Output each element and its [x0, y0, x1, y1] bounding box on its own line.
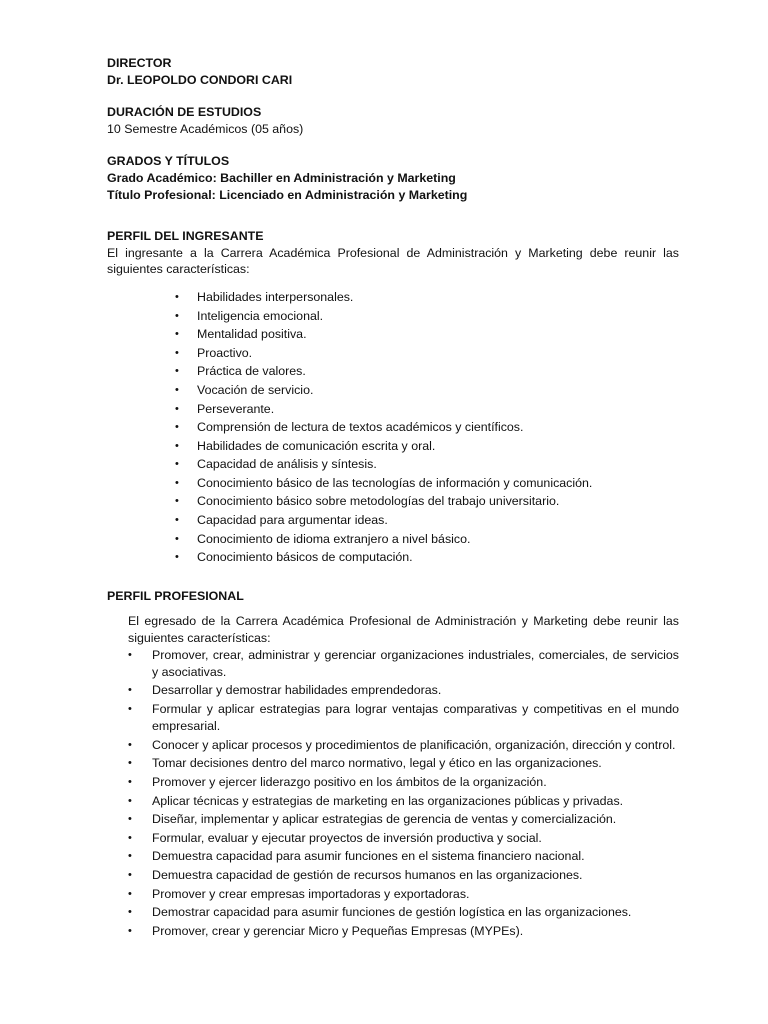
ingresante-list-item	[175, 325, 679, 344]
profesional-item-text: Promover, crear y gerenciar Micro y Pequeñas Empresas (MYPEs).	[152, 923, 524, 938]
bullet-icon: •	[128, 924, 132, 937]
ingresante-list	[107, 288, 679, 567]
profesional-list-item	[128, 886, 679, 903]
ingresante-item-text: Perseverante.	[197, 401, 275, 416]
profesional-item-text: Demuestra capacidad para asumir funciones en el sistema financiero nacional.	[152, 849, 585, 864]
ingresante-list-item	[175, 511, 679, 530]
director-section	[107, 55, 679, 88]
profesional-heading: PERFIL PROFESIONAL	[107, 588, 244, 603]
grados-section	[107, 153, 679, 203]
profesional-item-text: Diseñar, implementar y aplicar estrategias de gerencia de ventas y comercialización.	[152, 812, 617, 827]
ingresante-item-text: Habilidades de comunicación escrita y oral.	[197, 438, 436, 453]
bullet-icon: •	[128, 648, 132, 661]
bullet-icon: •	[128, 906, 132, 919]
profesional-list-item	[128, 904, 679, 921]
ingresante-item-text: Habilidades interpersonales.	[197, 289, 354, 304]
ingresante-intro: El ingresante a la Carrera Académica Profesional de Administración y Marketing debe reunir las siguientes características:	[107, 245, 679, 277]
bullet-icon: •	[128, 868, 132, 881]
profesional-list-item	[128, 867, 679, 884]
profesional-list-item	[128, 848, 679, 865]
profesional-list-item	[128, 793, 679, 810]
ingresante-item-text: Capacidad para argumentar ideas.	[197, 513, 388, 528]
bullet-icon: •	[175, 383, 179, 396]
bullet-icon: •	[128, 684, 132, 697]
bullet-icon: •	[175, 346, 179, 359]
ingresante-list-item	[175, 288, 679, 307]
profesional-list-item	[128, 647, 679, 681]
ingresante-list-item	[175, 400, 679, 419]
duracion-section	[107, 104, 679, 137]
profesional-list-item	[128, 811, 679, 828]
ingresante-list-item	[175, 530, 679, 549]
ingresante-item-text: Conocimiento básico sobre metodologías del trabajo universitario.	[197, 494, 560, 509]
ingresante-list-item	[175, 307, 679, 326]
ingresante-item-text: Conocimiento básico de las tecnologías de información y comunicación.	[197, 475, 593, 490]
bullet-icon: •	[175, 365, 179, 378]
ingresante-list-item	[175, 344, 679, 363]
bullet-icon: •	[128, 703, 132, 716]
ingresante-list-item	[175, 455, 679, 474]
profesional-item-text: Promover y crear empresas importadoras y exportadoras.	[152, 886, 470, 901]
ingresante-item-text: Conocimiento básicos de computación.	[197, 550, 413, 565]
bullet-icon: •	[128, 776, 132, 788]
ingresante-list-item	[175, 362, 679, 381]
bullet-icon: •	[128, 887, 132, 900]
ingresante-list-item	[175, 437, 679, 456]
profesional-item-text: Tomar decisiones dentro del marco normativo, legal y ético en las organizaciones.	[152, 756, 602, 771]
bullet-icon: •	[128, 831, 132, 844]
bullet-icon: •	[128, 757, 132, 770]
profesional-item-text: Promover, crear, administrar y gerenciar organizaciones industriales, comerciales, de servicios y asociativas.	[152, 647, 679, 679]
profesional-list-item	[128, 830, 679, 847]
bullet-icon: •	[128, 794, 132, 807]
bullet-icon: •	[175, 309, 179, 322]
ingresante-item-text: Mentalidad positiva.	[197, 327, 307, 342]
bullet-icon: •	[175, 421, 179, 434]
profesional-list-item	[128, 701, 679, 735]
ingresante-item-text: Capacidad de análisis y síntesis.	[197, 457, 377, 472]
director-heading: DIRECTOR	[107, 56, 172, 70]
profesional-item-text: Formular y aplicar estrategias para lograr ventajas comparativas y competitivas en el mundo empresarial.	[152, 702, 679, 734]
profesional-list	[107, 647, 679, 940]
profesional-list-item	[128, 737, 679, 754]
profesional-item-text: Aplicar técnicas y estrategias de marketing en las organizaciones públicas y privadas.	[152, 793, 624, 808]
profesional-item-text: Demuestra capacidad de gestión de recursos humanos en las organizaciones.	[152, 867, 583, 882]
bullet-icon: •	[175, 551, 179, 564]
director-name: Dr. LEOPOLDO CONDORI CARI	[107, 72, 293, 87]
profesional-list-item	[128, 755, 679, 772]
duracion-heading: DURACIÓN DE ESTUDIOS	[107, 105, 262, 120]
ingresante-heading: PERFIL DEL INGRESANTE	[107, 229, 264, 244]
profesional-item-text: Desarrollar y demostrar habilidades emprendedoras.	[152, 683, 442, 698]
ingresante-list-item	[175, 474, 679, 493]
ingresante-item-text: Conocimiento de idioma extranjero a nivel básico.	[197, 531, 471, 546]
bullet-icon: •	[175, 514, 179, 527]
bullet-icon: •	[175, 402, 179, 415]
ingresante-item-text: Práctica de valores.	[197, 364, 306, 379]
ingresante-item-text: Comprensión de lectura de textos académicos y científicos.	[197, 420, 524, 435]
profesional-item-text: Formular, evaluar y ejecutar proyectos de inversión productiva y social.	[152, 830, 542, 845]
profesional-list-item	[128, 923, 679, 940]
profesional-intro: El egresado de la Carrera Académica Profesional de Administración y Marketing debe reunir las siguientes características:	[128, 614, 679, 646]
ingresante-list-item	[175, 418, 679, 437]
profesional-item-text: Conocer y aplicar procesos y procedimientos de planificación, organización, dirección y control.	[152, 737, 676, 752]
ingresante-item-text: Inteligencia emocional.	[197, 308, 324, 323]
bullet-icon: •	[175, 458, 179, 471]
profesional-item-text: Demostrar capacidad para asumir funciones de gestión logística en las organizaciones.	[152, 905, 632, 920]
grado-academico: Grado Académico: Bachiller en Administración y Marketing	[107, 170, 456, 185]
ingresante-list-item	[175, 381, 679, 400]
bullet-icon: •	[175, 532, 179, 545]
ingresante-item-text: Proactivo.	[197, 345, 253, 360]
ingresante-list-item	[175, 548, 679, 567]
ingresante-section	[107, 228, 679, 567]
bullet-icon: •	[175, 290, 179, 303]
bullet-icon: •	[128, 738, 132, 751]
bullet-icon: •	[128, 850, 132, 863]
bullet-icon: •	[175, 328, 179, 341]
ingresante-list-item	[175, 492, 679, 511]
profesional-list-item	[128, 682, 679, 699]
ingresante-item-text: Vocación de servicio.	[197, 382, 314, 397]
profesional-item-text: Promover y ejercer liderazgo positivo en los ámbitos de la organización.	[152, 775, 547, 789]
titulo-profesional: Título Profesional: Licenciado en Administración y Marketing	[107, 187, 468, 202]
duracion-value: 10 Semestre Académicos (05 años)	[107, 121, 304, 136]
document-page	[107, 55, 679, 941]
grados-heading: GRADOS Y TÍTULOS	[107, 154, 230, 169]
bullet-icon: •	[175, 495, 179, 508]
bullet-icon: •	[128, 813, 132, 826]
bullet-icon: •	[175, 439, 179, 452]
profesional-list-item	[128, 774, 679, 791]
bullet-icon: •	[175, 476, 179, 489]
profesional-section	[107, 588, 679, 940]
